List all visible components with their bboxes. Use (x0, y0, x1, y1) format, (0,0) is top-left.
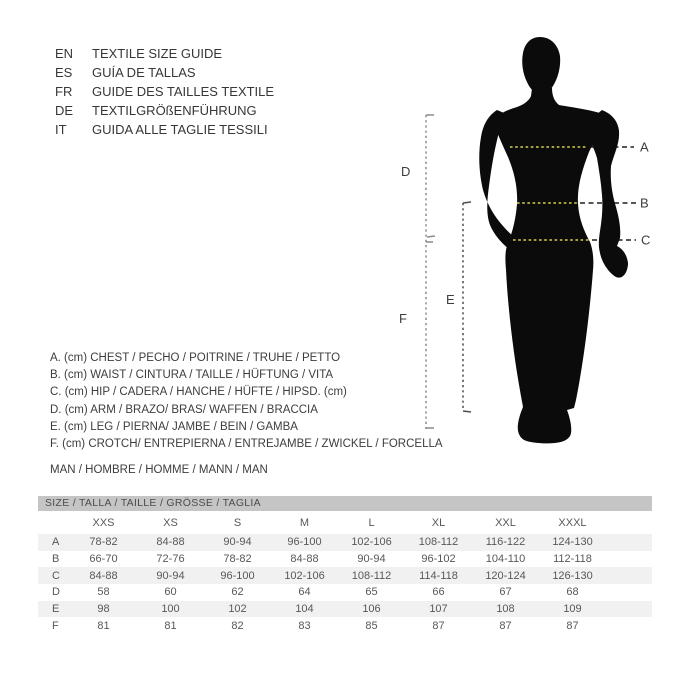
size-cell: 87 (566, 619, 579, 632)
size-column-header: M (299, 516, 310, 529)
size-cell: 120-124 (485, 569, 526, 582)
filler-cell (606, 601, 652, 618)
size-cell: 96-100 (287, 536, 322, 549)
size-cell: 81 (164, 619, 177, 632)
legend-line-crotch: F. (cm) CROTCH/ ENTREPIERNA / ENTREJAMBE / ZWICKEL / FORCELLA (50, 438, 443, 451)
language-label: TEXTILGRÖßENFÜHRUNG (92, 103, 257, 118)
size-cell: 106 (362, 603, 381, 616)
row-label: B (52, 553, 60, 566)
size-cell: 60 (164, 586, 177, 599)
size-column-header: XXS (92, 516, 115, 529)
size-cell: 108-112 (418, 536, 459, 549)
row-label: F (52, 619, 59, 632)
size-cell: 109 (563, 603, 582, 616)
row-label: D (52, 586, 60, 599)
size-cell: 98 (97, 603, 110, 616)
size-cell: 124-130 (552, 536, 593, 549)
filler-cell (606, 511, 652, 534)
size-column-header: XL (431, 516, 446, 529)
size-cell: 108-112 (351, 569, 392, 582)
filler-cell (606, 584, 652, 601)
marker-c-label: C (641, 232, 651, 248)
size-column-header: XXXL (558, 516, 587, 529)
size-cell: 84-88 (89, 569, 118, 582)
language-label: TEXTILE SIZE GUIDE (92, 46, 223, 61)
size-cell: 58 (97, 586, 110, 599)
size-cell: 112-118 (553, 553, 592, 566)
size-cell: 90-94 (156, 569, 185, 582)
size-cell: 102 (228, 603, 247, 616)
marker-b-label: B (640, 195, 649, 211)
size-cell: 62 (231, 586, 244, 599)
size-cell: 100 (161, 603, 180, 616)
table-row (38, 567, 652, 584)
size-column-header: S (233, 516, 242, 529)
size-cell: 72-76 (156, 553, 185, 566)
size-table-grid (38, 511, 652, 634)
marker-f-label: F (399, 311, 407, 326)
table-row (38, 617, 652, 634)
size-cell: 64 (298, 586, 311, 599)
size-cell: 85 (365, 619, 378, 632)
size-column-header: XXL (495, 516, 516, 529)
filler-cell (606, 534, 652, 551)
table-row (38, 534, 652, 551)
size-cell: 108 (496, 603, 515, 616)
size-cell: 87 (432, 619, 445, 632)
row-label: E (52, 603, 60, 616)
size-cell: 84-88 (156, 536, 185, 549)
legend-line-arm: D. (cm) ARM / BRAZO/ BRAS/ WAFFEN / BRACCIA (50, 403, 318, 416)
size-cell: 90-94 (357, 553, 386, 566)
size-cell: 102-106 (351, 536, 392, 549)
language-code: FR (55, 84, 73, 99)
filler-cell (606, 551, 652, 568)
size-cell: 114-118 (419, 569, 458, 582)
size-cell: 67 (499, 586, 512, 599)
size-cell: 82 (231, 619, 244, 632)
measurement-legend (50, 350, 443, 453)
empty-corner-cell (38, 511, 70, 534)
size-cell: 126-130 (552, 569, 593, 582)
gender-line: MAN / HOMBRE / HOMME / MANN / MAN (50, 464, 268, 476)
man-silhouette (479, 37, 628, 443)
language-label: GUÍA DE TALLAS (92, 65, 196, 80)
size-cell: 102-106 (284, 569, 325, 582)
size-cell: 78-82 (223, 553, 252, 566)
size-cell: 78-82 (89, 536, 118, 549)
size-cell: 87 (499, 619, 512, 632)
language-code: DE (55, 103, 74, 118)
size-cell: 81 (97, 619, 110, 632)
size-cell: 96-100 (220, 569, 255, 582)
marker-d-label: D (401, 164, 411, 179)
filler-cell (606, 567, 652, 584)
language-label: GUIDE DES TAILLES TEXTILE (92, 84, 275, 99)
table-row (38, 584, 652, 601)
size-cell: 116-122 (485, 536, 526, 549)
size-cell: 84-88 (290, 553, 319, 566)
table-row (38, 601, 652, 618)
row-label: C (52, 569, 60, 582)
language-code: ES (55, 65, 73, 80)
size-cell: 104-110 (485, 553, 526, 566)
language-code: IT (55, 122, 67, 137)
marker-a-label: A (640, 139, 649, 155)
size-cell: 107 (429, 603, 448, 616)
size-cell: 65 (365, 586, 378, 599)
legend-line-leg: E. (cm) LEG / PIERNA/ JAMBE / BEIN / GAMBA (50, 420, 298, 433)
silhouette-head (522, 37, 560, 94)
legend-line-waist: B. (cm) WAIST / CINTURA / TAILLE / HÜFTUNG / VITA (50, 369, 334, 382)
marker-e-label: E (446, 292, 455, 307)
filler-cell (606, 617, 652, 634)
size-table-title: SIZE / TALLA / TAILLE / GRÖSSE / TAGLIA (38, 496, 652, 511)
row-label: A (52, 536, 60, 549)
size-cell: 66-70 (89, 553, 118, 566)
size-column-header: L (368, 516, 375, 529)
size-cell: 66 (432, 586, 445, 599)
size-cell: 104 (295, 603, 314, 616)
size-cell: 83 (298, 619, 311, 632)
legend-line-hip: C. (cm) HIP / CADERA / HANCHE / HÜFTE / HIPSD. (cm) (50, 386, 347, 399)
leg-measure-line (463, 202, 471, 412)
size-cell: 90-94 (223, 536, 252, 549)
size-cell: 96-102 (421, 553, 456, 566)
size-table (38, 496, 652, 634)
size-cell: 68 (566, 586, 579, 599)
legend-line-chest: A. (cm) CHEST / PECHO / POITRINE / TRUHE / PETTO (50, 352, 341, 364)
language-code: EN (55, 46, 74, 61)
size-header-row (38, 511, 652, 534)
size-column-header: XS (163, 516, 178, 529)
language-label: GUIDA ALLE TAGLIE TESSILI (92, 122, 268, 137)
table-row (38, 551, 652, 568)
